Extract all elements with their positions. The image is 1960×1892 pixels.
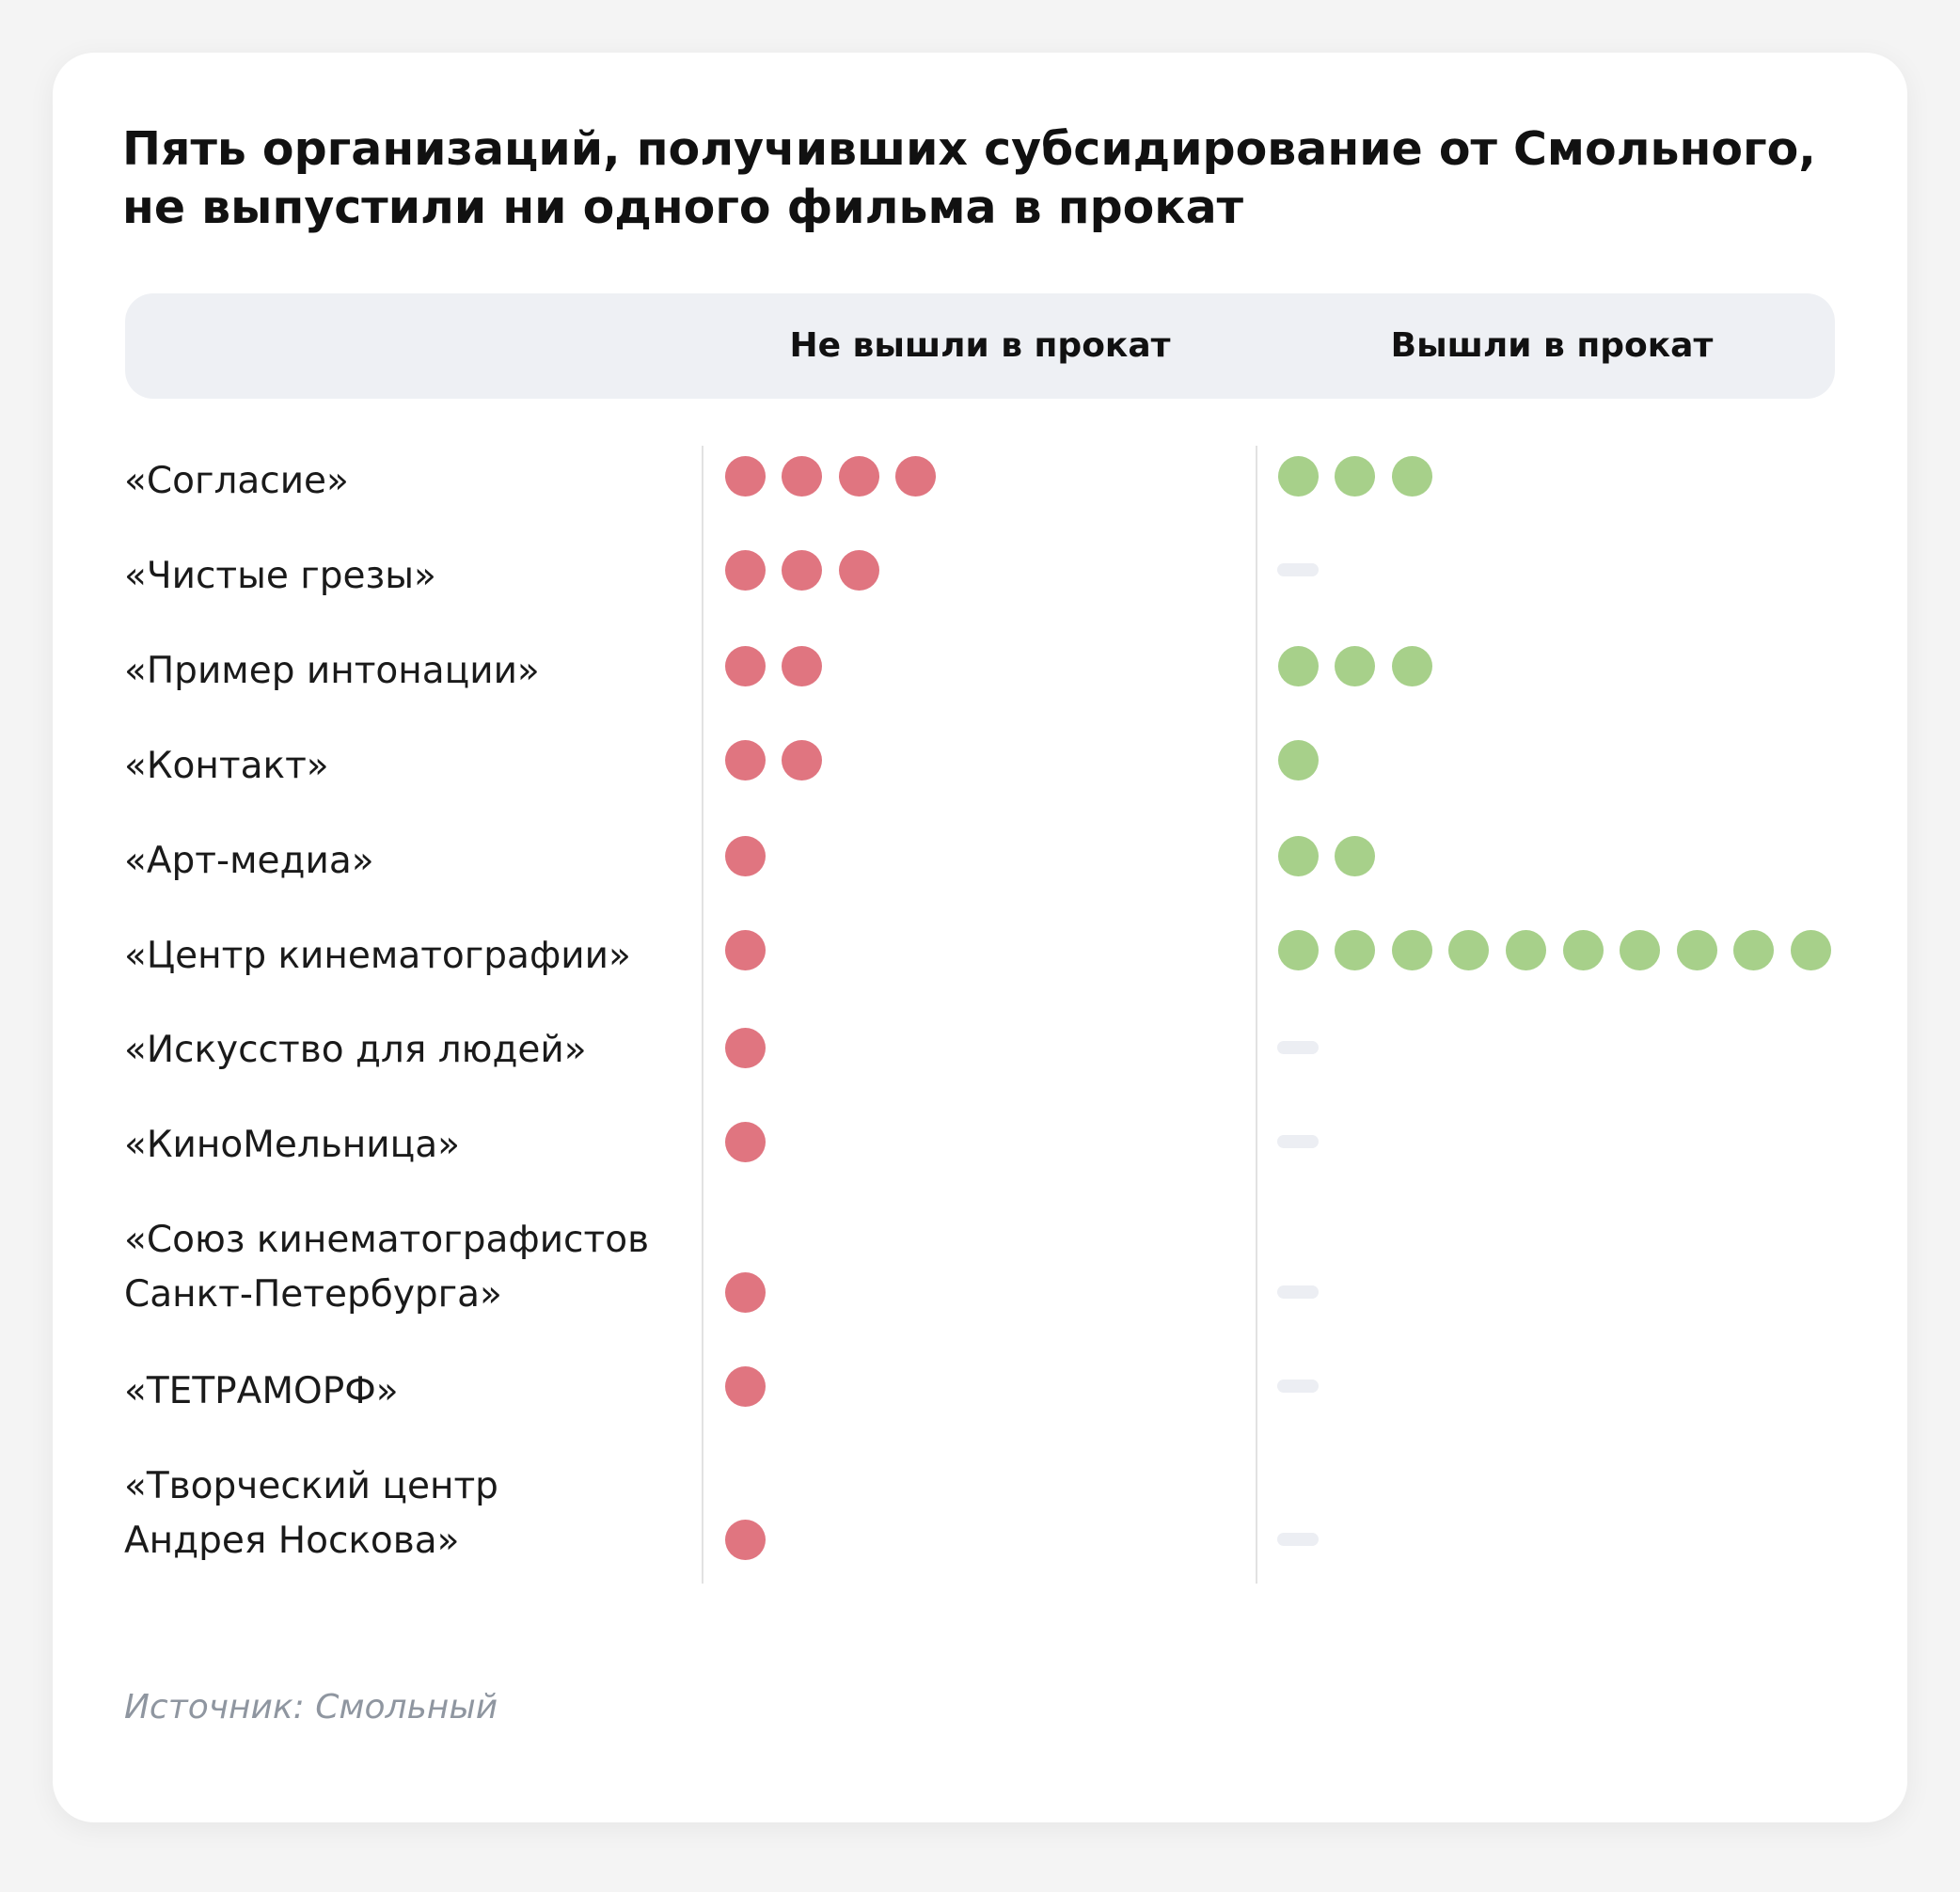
- not-released-dot: [782, 456, 822, 497]
- released-dot: [1563, 930, 1604, 970]
- no-release-dash: [1277, 1533, 1319, 1546]
- not-released-dot: [725, 1028, 766, 1068]
- not-released-dot: [725, 930, 766, 970]
- released-dot: [1278, 646, 1319, 686]
- not-released-dot: [725, 550, 766, 591]
- not-released-dot: [839, 550, 879, 591]
- released-dot: [1278, 740, 1319, 780]
- released-dot: [1392, 456, 1432, 497]
- not-released-dot: [725, 1122, 766, 1162]
- released-dot: [1791, 930, 1831, 970]
- released-dot: [1335, 646, 1375, 686]
- row-label: «Пример интонации»: [124, 650, 540, 692]
- chart-title: Пять организаций, получивших субсидирование от Смольного, не выпустили ни одного фильма в прокат: [122, 122, 1816, 234]
- not-released-dot: [782, 550, 822, 591]
- column-divider-right: [1256, 446, 1257, 1584]
- released-dot: [1392, 646, 1432, 686]
- released-dot: [1677, 930, 1717, 970]
- not-released-dot: [839, 456, 879, 497]
- released-dot: [1733, 930, 1774, 970]
- no-release-dash: [1277, 1041, 1319, 1054]
- released-dot: [1335, 930, 1375, 970]
- no-release-dash: [1277, 1380, 1319, 1393]
- released-dot: [1335, 456, 1375, 497]
- column-header-not-released: Не вышли в прокат: [789, 326, 1171, 365]
- released-dot: [1392, 930, 1432, 970]
- no-release-dash: [1277, 563, 1319, 576]
- not-released-dot: [725, 456, 766, 497]
- row-label: «Центр кинематографии»: [124, 935, 631, 977]
- no-release-dash: [1277, 1285, 1319, 1299]
- not-released-dot: [725, 1520, 766, 1560]
- not-released-dot: [782, 740, 822, 780]
- released-dot: [1620, 930, 1660, 970]
- not-released-dot: [895, 456, 936, 497]
- row-label: «Союз кинематографистов Санкт-Петербурга»: [124, 1219, 650, 1316]
- source-note: Источник: Смольный: [124, 1688, 498, 1726]
- row-label: «Контакт»: [124, 745, 329, 787]
- released-dot: [1448, 930, 1489, 970]
- released-dot: [1278, 930, 1319, 970]
- column-divider-left: [702, 446, 703, 1584]
- row-label: «КиноМельница»: [124, 1124, 460, 1166]
- not-released-dot: [725, 646, 766, 686]
- row-label: «ТЕТРАМОРФ»: [124, 1370, 399, 1412]
- no-release-dash: [1277, 1135, 1319, 1148]
- row-label: «Чистые грезы»: [124, 555, 436, 597]
- released-dot: [1506, 930, 1546, 970]
- row-label: «Искусство для людей»: [124, 1029, 587, 1071]
- column-header-released: Вышли в прокат: [1390, 326, 1714, 365]
- row-label: «Согласие»: [124, 460, 349, 502]
- not-released-dot: [725, 1272, 766, 1313]
- row-label: «Творческий центр Андрея Носкова»: [124, 1465, 498, 1562]
- not-released-dot: [782, 646, 822, 686]
- released-dot: [1335, 836, 1375, 876]
- not-released-dot: [725, 1366, 766, 1407]
- released-dot: [1278, 836, 1319, 876]
- row-label: «Арт-медиа»: [124, 840, 374, 882]
- released-dot: [1278, 456, 1319, 497]
- not-released-dot: [725, 836, 766, 876]
- not-released-dot: [725, 740, 766, 780]
